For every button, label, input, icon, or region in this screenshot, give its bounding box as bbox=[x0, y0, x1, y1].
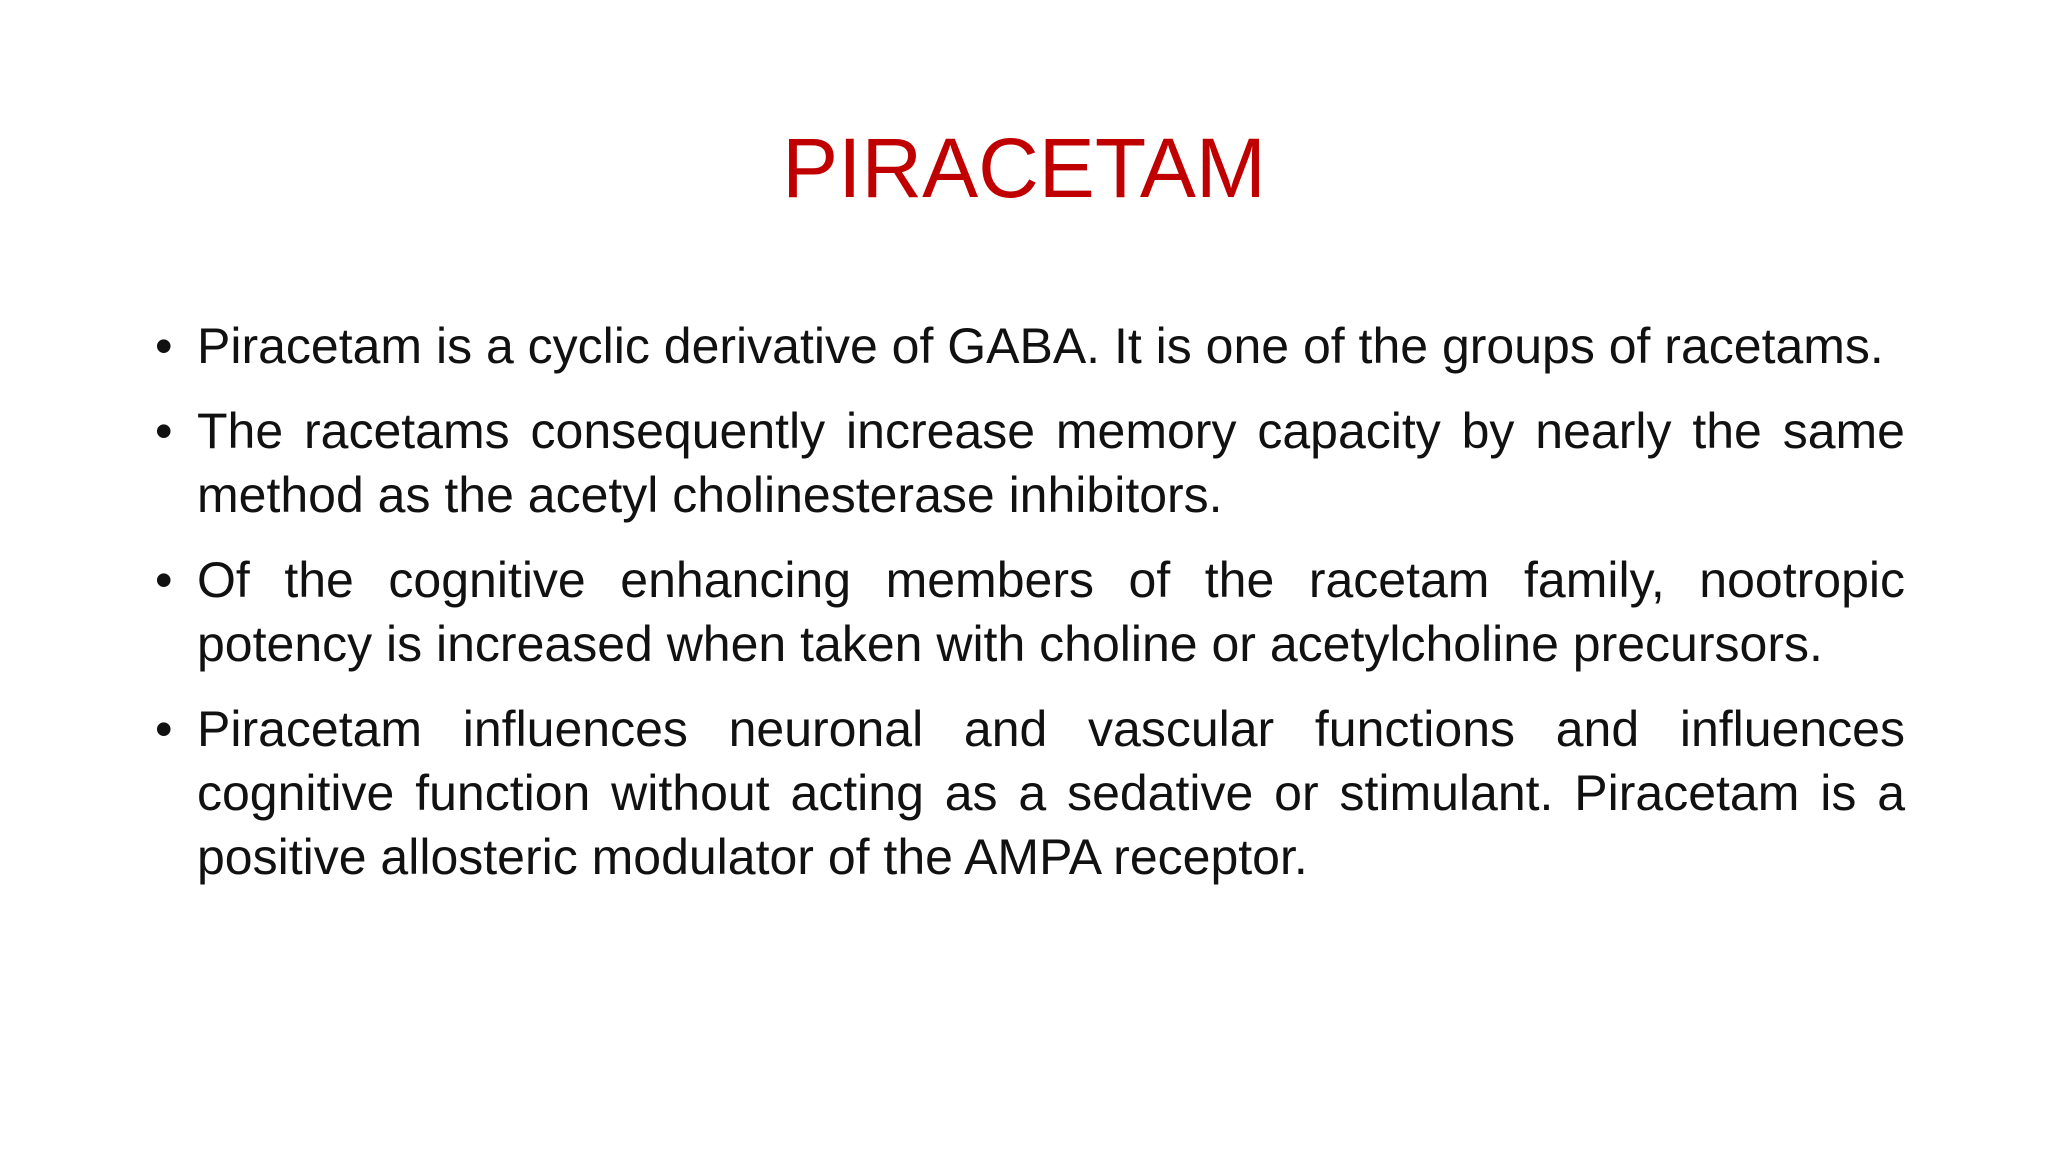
bullet-icon: • bbox=[155, 552, 173, 608]
bullet-icon: • bbox=[155, 403, 173, 459]
bullet-item-4 bbox=[155, 697, 1905, 889]
bullet-text-1: Piracetam is a cyclic derivative of GABA. It is one of the groups of racetams. bbox=[197, 318, 1884, 374]
bullet-item-2 bbox=[155, 399, 1905, 527]
bullet-icon: • bbox=[155, 318, 173, 374]
bullet-text-2: The racetams consequently increase memory capacity by nearly the same method as the acetyl cholinesterase inhibitors. bbox=[197, 403, 1905, 523]
bullet-list bbox=[155, 314, 1905, 910]
bullet-text-3: Of the cognitive enhancing members of the racetam family, nootropic potency is increased when taken with choline or acetylcholine precursors. bbox=[197, 552, 1905, 672]
bullet-item-3 bbox=[155, 548, 1905, 676]
bullet-item-1 bbox=[155, 314, 1905, 378]
bullet-icon: • bbox=[155, 701, 173, 757]
bullet-text-4: Piracetam influences neuronal and vascular functions and influences cognitive function without acting as a sedative or stimulant. Piracetam is a positive allosteric modulator of the AMPA receptor. bbox=[197, 701, 1905, 885]
slide-title: PIRACETAM bbox=[782, 121, 1266, 215]
